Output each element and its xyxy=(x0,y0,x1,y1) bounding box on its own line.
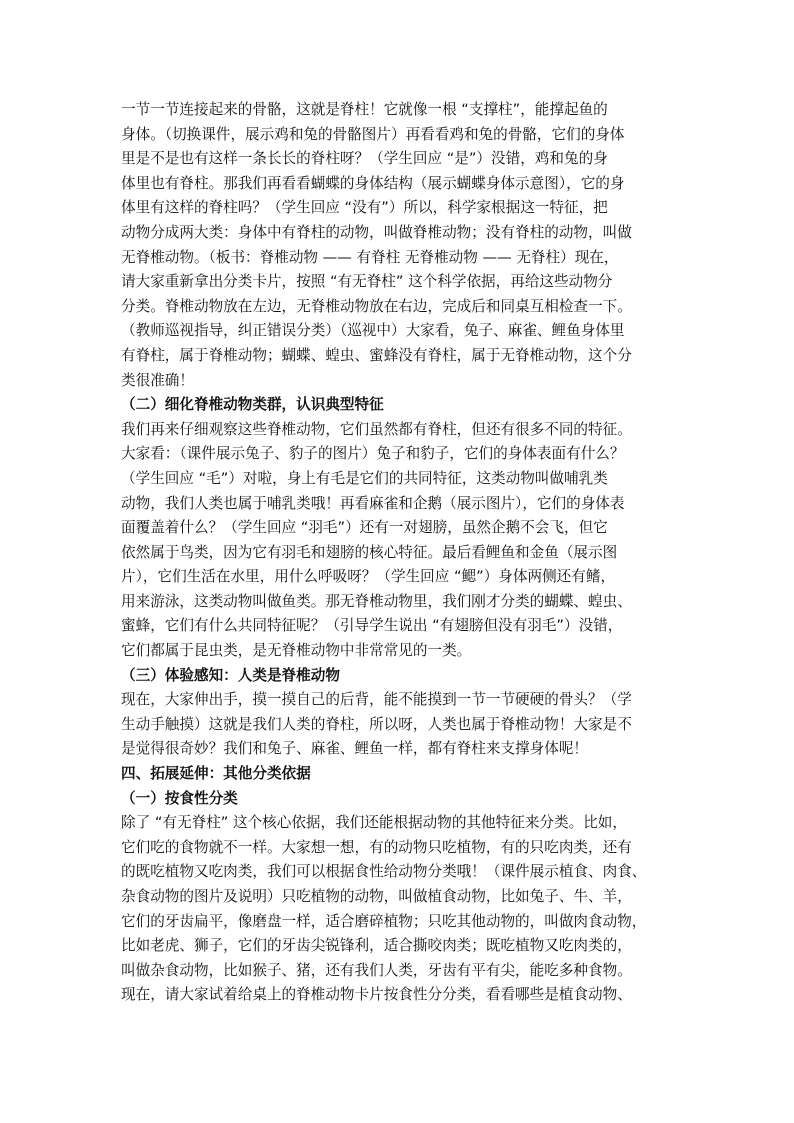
text-line: 我们再来仔细观察这些脊椎动物，它们虽然都有脊柱，但还有很多不同的特征。 xyxy=(121,420,632,438)
text-line: 动物分成两大类：身体中有脊柱的动物，叫做脊椎动物；没有脊柱的动物，叫做 xyxy=(121,223,632,241)
text-line: 除了 “有无脊柱” 这个核心依据，我们还能根据动物的其他特征来分类。比如， xyxy=(121,814,627,832)
text-line: 它们吃的食物就不一样。大家想一想，有的动物只吃植物，有的只吃肉类，还有 xyxy=(121,838,632,856)
text-line: 片），它们生活在水里，用什么呼吸呀？（学生回应 “鳃”）身体两侧还有鳍， xyxy=(121,568,616,586)
text-line: 里是不是也有这样一条长长的脊柱呀？（学生回应 “是”）没错，鸡和兔的身 xyxy=(121,150,608,168)
text-line: 生动手触摸）这就是我们人类的脊柱，所以呀，人类也属于脊椎动物！大家是不 xyxy=(121,715,632,733)
text-line: 依然属于鸟类，因为它有羽毛和翅膀的核心特征。最后看鲤鱼和金鱼（展示图 xyxy=(121,543,618,561)
text-line: 身体。（切换课件，展示鸡和兔的骨骼图片）再看看鸡和兔的骨骼，它们的身体 xyxy=(121,125,625,143)
section-heading: （三）体验感知：人类是脊椎动物 xyxy=(121,666,340,684)
text-line: 有脊柱，属于脊椎动物；蝴蝶、蝗虫、蜜蜂没有脊柱，属于无脊椎动物，这个分 xyxy=(121,346,632,364)
text-line: （学生回应 “毛”）对啦，身上有毛是它们的共同特征，这类动物叫做哺乳类 xyxy=(121,469,608,487)
text-line: 现在，请大家试着给桌上的脊椎动物卡片按食性分分类，看看哪些是植食动物、 xyxy=(121,986,632,1004)
text-line: 面覆盖着什么？（学生回应 “羽毛”）还有一对翅膀，虽然企鹅不会飞，但它 xyxy=(121,519,608,537)
text-line: 体里也有脊柱。那我们再看看蝴蝶的身体结构（展示蝴蝶身体示意图），它的身 xyxy=(121,174,625,192)
text-line: 用来游泳，这类动物叫做鱼类。那无脊椎动物里，我们刚才分类的蝴蝶、蝗虫、 xyxy=(121,592,632,610)
section-heading: 四、拓展延伸：其他分类依据 xyxy=(121,765,311,783)
text-line: 是觉得很奇妙？我们和兔子、麻雀、鲤鱼一样，都有脊柱来支撑身体呢！ xyxy=(121,740,589,758)
text-line: 无脊椎动物。（板书：脊椎动物 —— 有脊柱 无脊椎动物 —— 无脊柱）现在， xyxy=(121,248,619,266)
section-heading: （一）按食性分类 xyxy=(121,789,238,807)
text-line: 现在，大家伸出手，摸一摸自己的后背，能不能摸到一节一节硬硬的骨头？（学 xyxy=(121,691,632,709)
text-line: 叫做杂食动物，比如猴子、猪，还有我们人类，牙齿有平有尖，能吃多种食物。 xyxy=(121,961,632,979)
text-line: 的既吃植物又吃肉类，我们可以根据食性给动物分类哦！（课件展示植食、肉食、 xyxy=(121,863,647,881)
text-line: 体里有这样的脊柱吗？（学生回应 “没有”）所以，科学家根据这一特征，把 xyxy=(121,199,608,217)
section-heading: （二）细化脊椎动物类群，认识典型特征 xyxy=(121,396,384,414)
text-line: 请大家重新拿出分类卡片，按照 “有无脊柱” 这个科学依据，再给这些动物分 xyxy=(121,273,613,291)
text-line: 动物，我们人类也属于哺乳类哦！再看麻雀和企鹅（展示图片），它们的身体表 xyxy=(121,494,625,512)
text-line: 它们的牙齿扁平，像磨盘一样，适合磨碎植物；只吃其他动物的，叫做肉食动物， xyxy=(121,912,647,930)
text-line: 它们都属于昆虫类，是无脊椎动物中非常常见的一类。 xyxy=(121,642,472,660)
text-line: 比如老虎、狮子，它们的牙齿尖锐锋利，适合撕咬肉类；既吃植物又吃肉类的， xyxy=(121,937,632,955)
text-line: 杂食动物的图片及说明）只吃植物的动物，叫做植食动物，比如兔子、牛、羊， xyxy=(121,888,632,905)
document-page xyxy=(121,98,686,1008)
text-line: 大家看：（课件展示兔子、豹子的图片）兔子和豹子，它们的身体表面有什么？ xyxy=(121,445,625,463)
text-line: 分类。脊椎动物放在左边，无脊椎动物放在右边，完成后和同桌互相检查一下。 xyxy=(121,297,632,315)
text-line: 类很准确！ xyxy=(121,371,194,389)
text-line: 蜜蜂，它们有什么共同特征呢？（引导学生说出 “有翅膀但没有羽毛”）没错， xyxy=(121,617,623,635)
text-line: （教师巡视指导，纠正错误分类）（巡视中）大家看，兔子、麻雀、鲤鱼身体里 xyxy=(121,322,625,340)
text-line: 一节一节连接起来的骨骼，这就是脊柱！它就像一根 “支撑柱”，能撑起鱼的 xyxy=(121,101,608,118)
